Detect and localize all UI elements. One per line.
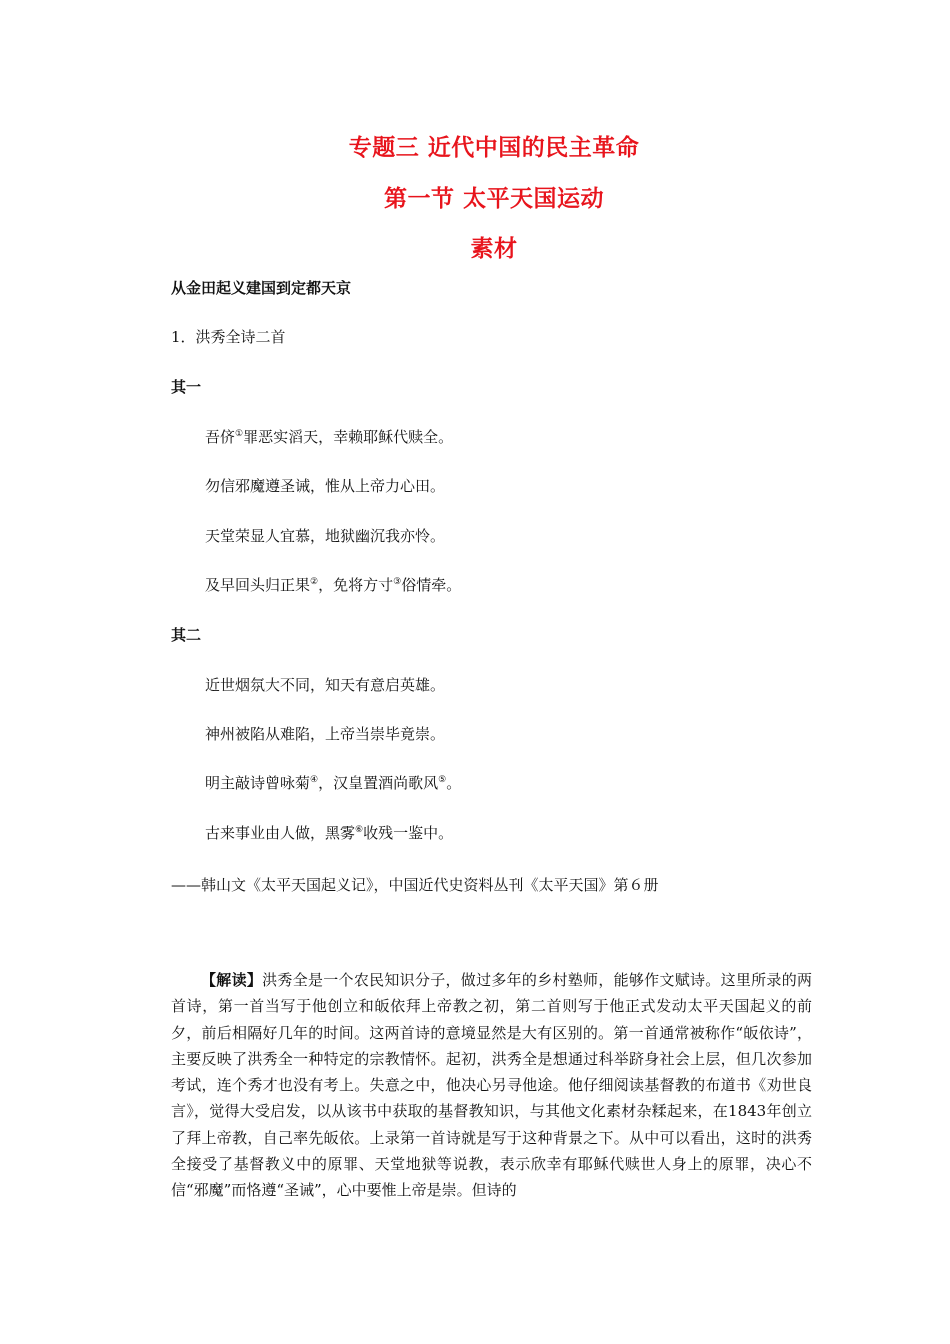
sub-title: 素材 bbox=[470, 236, 518, 262]
text: 。 bbox=[446, 774, 462, 792]
text: ，免将方寸 bbox=[318, 576, 394, 594]
footnote-marker: ① bbox=[235, 429, 244, 439]
poem2-line2: 神州被陷从难陷，上帝当崇毕竟崇。 bbox=[205, 725, 446, 743]
section-heading: 从金田起义建国到定都天京 bbox=[171, 279, 352, 297]
reading-text: 洪秀全是一个农民知识分子，做过多年的乡村塾师，能够作文赋诗。这里所录的两首诗，第一首当写于他创立和皈依拜上帝教之初，第二首则写于他正式发动太平天国起义的前夕，前后相隔好几年的时间。这两首诗的意境显然是大有区别的。第一首通常被称作“皈依诗”，主要反映了洪秀全一种特定的宗教情怀。起初，洪秀全是想通过科举跻身社会上层，但几次参加考试，连个秀才也没有考上。失意之中，他决心另寻他途。他仔细阅读基督教的布道书《劝世良言》，觉得大受启发，以从该书中获取的基督教知识，与其他文化素材杂糅起来，在1843年创立了拜上帝教，自己率先皈依。上录第一首诗就是写于这种背景之下。从中可以看出，这时的洪秀全接受了基督教义中的原罪、天堂地狱等说教，表示欣幸有耶稣代赎世人身上的原罪，决心不信“邪魔”而恪遵“圣诫”，心中要惟上帝是崇。但诗的 bbox=[171, 971, 812, 1200]
text: 俗情牵。 bbox=[401, 576, 462, 594]
reading-label: 【解读】 bbox=[201, 971, 263, 989]
source-citation: ——韩山文《太平天国起义记》，中国近代史资料丛刊《太平天国》第６册 bbox=[171, 876, 659, 894]
text: 吾侪 bbox=[205, 428, 236, 446]
reading-paragraph bbox=[171, 967, 812, 1204]
text: ，汉皇置酒尚歌风 bbox=[318, 774, 439, 792]
text: 古来事业由人做，黑雾 bbox=[205, 824, 356, 842]
poem2-line1: 近世烟氛大不同，知天有意启英雄。 bbox=[205, 676, 446, 694]
poem2-label: 其二 bbox=[171, 626, 202, 644]
item-heading: 1．洪秀全诗二首 bbox=[171, 328, 286, 346]
footnote-marker: ④ bbox=[310, 775, 319, 785]
poem1-label: 其一 bbox=[171, 378, 202, 396]
footnote-marker: ③ bbox=[393, 577, 402, 587]
section-title: 第一节 太平天国运动 bbox=[383, 186, 604, 212]
poem1-line4 bbox=[205, 575, 461, 595]
poem1-line2: 勿信邪魔遵圣诫，惟从上帝力心田。 bbox=[205, 477, 446, 495]
footnote-marker: ② bbox=[310, 577, 319, 587]
poem1-line3: 天堂荣显人宜慕，地狱幽沉我亦怜。 bbox=[205, 527, 446, 545]
text: 及早回头归正果 bbox=[205, 576, 311, 594]
poem2-line3 bbox=[205, 773, 461, 793]
text: 明主敲诗曾咏菊 bbox=[205, 774, 311, 792]
footnote-marker: ⑤ bbox=[438, 775, 447, 785]
poem1-line1 bbox=[205, 427, 453, 447]
main-title: 专题三 近代中国的民主革命 bbox=[348, 135, 640, 161]
footnote-marker: ⑥ bbox=[355, 825, 364, 835]
text: 罪恶实滔天，幸赖耶稣代赎全。 bbox=[243, 428, 454, 446]
poem2-line4 bbox=[205, 823, 453, 843]
text: 收残一鉴中。 bbox=[363, 824, 454, 842]
